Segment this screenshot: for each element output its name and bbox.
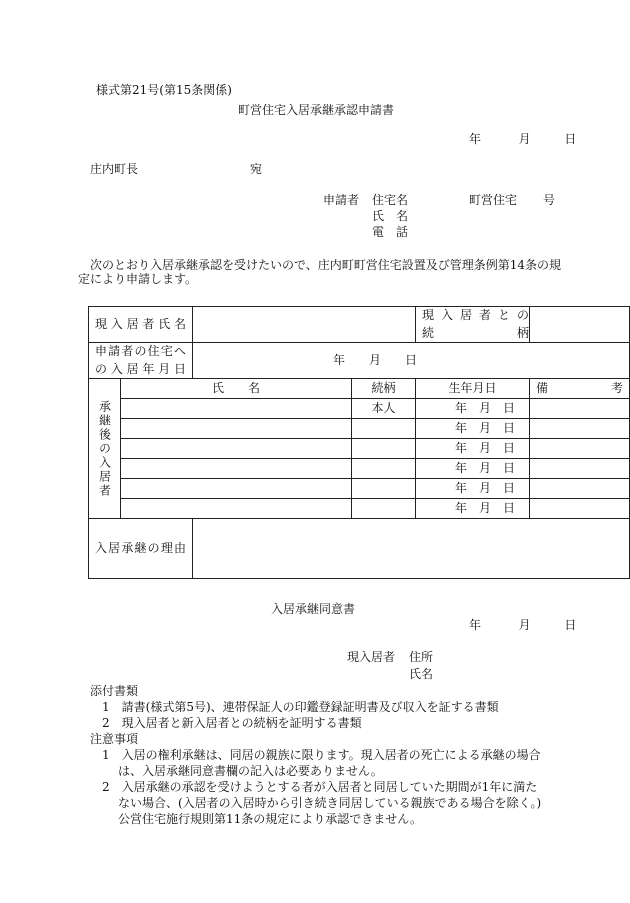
application-date: [469, 133, 576, 145]
birth-year-label: 年: [454, 440, 467, 455]
note-item-2-line-3: 公営住宅施行規則第11条の規定により承認できません。: [118, 812, 422, 826]
successor-relation-field[interactable]: 本人: [352, 399, 416, 419]
successors-label: 承継後の入居者: [89, 379, 121, 519]
birth-day-label: 日: [502, 440, 515, 455]
table-row: [89, 479, 630, 499]
addressee-honorific: 宛: [250, 162, 263, 176]
applicant-label: 申請者: [323, 193, 360, 207]
successor-notes-field[interactable]: [530, 439, 630, 459]
consent-date-day-label: 日: [564, 618, 577, 632]
birth-month-label: 月: [478, 460, 491, 475]
birth-month-label: 月: [478, 480, 491, 495]
applicant-name-label: 氏 名: [372, 209, 409, 223]
notes-heading: 注意事項: [90, 732, 139, 746]
birth-day-label: 日: [502, 420, 515, 435]
birth-month-label: 月: [478, 500, 491, 515]
relation-to-current-field[interactable]: [530, 307, 630, 343]
consent-resident-label: 現入居者: [347, 650, 396, 664]
consent-date-year-label: 年: [469, 618, 482, 632]
successor-birthdate-field[interactable]: [416, 439, 530, 459]
move-in-date-label-1: 申請者の住宅へ: [95, 344, 186, 359]
date-year-label: 年: [469, 132, 482, 146]
addressee-name: 庄内町長: [90, 162, 139, 176]
birth-month-label: 月: [478, 400, 491, 415]
col-relation-header: 続柄: [352, 379, 416, 399]
move-in-date-field[interactable]: [193, 343, 630, 379]
birth-day-label: 日: [502, 480, 515, 495]
successor-name-field[interactable]: [121, 459, 352, 479]
col-notes-header: 備 考: [530, 379, 630, 399]
applicant-housing-number-suffix: 号: [543, 193, 556, 207]
consent-date-month-label: 月: [518, 618, 531, 632]
successor-birthdate-field[interactable]: [416, 459, 530, 479]
birth-day-label: 日: [502, 460, 515, 475]
attachments-heading: 添付書類: [90, 684, 139, 698]
attachments-section: [90, 683, 541, 827]
applicant-housing-value: 町営住宅: [469, 193, 518, 207]
successor-name-field[interactable]: [121, 419, 352, 439]
successor-birthdate-field[interactable]: [416, 499, 530, 519]
col-birthdate-header: 生年月日: [416, 379, 530, 399]
consent-name-label: 氏名: [409, 667, 434, 681]
successor-birthdate-field[interactable]: [416, 419, 530, 439]
move-in-date-label: [89, 343, 193, 379]
consent-date: [469, 619, 576, 631]
birth-year-label: 年: [454, 420, 467, 435]
date-day-label: 日: [564, 132, 577, 146]
table-row: [89, 499, 630, 519]
table-row: [89, 399, 630, 419]
birth-day-label: 日: [502, 400, 515, 415]
birth-year-label: 年: [454, 400, 467, 415]
note-item-2-line-2: ない場合、(入居者の入居時から引き続き同居している親族である場合を除く。): [118, 796, 542, 810]
note-item-1-line-1: 1 入居の権利承継は、同居の親族に限ります。現入居者の死亡による承継の場合: [102, 748, 541, 762]
current-resident-name-label: 現入居者氏名: [89, 307, 193, 343]
consent-title: 入居承継同意書: [271, 602, 356, 616]
note-item-1-line-2: は、入居承継同意書欄の記入は必要ありません。: [118, 764, 383, 778]
successor-notes-field[interactable]: [530, 399, 630, 419]
applicant-phone-label: 電 話: [372, 225, 409, 239]
successor-birthdate-field[interactable]: [416, 479, 530, 499]
successor-name-field[interactable]: [121, 499, 352, 519]
intro-line-2: 定により申請します。: [78, 272, 198, 286]
successor-notes-field[interactable]: [530, 459, 630, 479]
successor-relation-field[interactable]: [352, 419, 416, 439]
successor-relation-field[interactable]: [352, 499, 416, 519]
col-name-header: 氏 名: [121, 379, 352, 399]
application-table: [88, 306, 630, 579]
form-title: 町営住宅入居承継承認申請書: [238, 103, 395, 117]
birth-year-label: 年: [454, 500, 467, 515]
intro-line-1: 次のとおり入居承継承認を受けたいので、庄内町町営住宅設置及び管理条例第14条の規: [90, 258, 562, 272]
successor-notes-field[interactable]: [530, 419, 630, 439]
birth-year-label: 年: [454, 460, 467, 475]
successor-relation-field[interactable]: [352, 479, 416, 499]
table-row: [89, 459, 630, 479]
successor-name-field[interactable]: [121, 439, 352, 459]
table-row: [89, 419, 630, 439]
successor-name-field[interactable]: [121, 399, 352, 419]
birth-month-label: 月: [478, 440, 491, 455]
relation-to-current-label-2: 続 柄: [422, 325, 529, 340]
successor-name-field[interactable]: [121, 479, 352, 499]
relation-to-current-label-1: 現入居者との: [422, 308, 529, 323]
successor-relation-field[interactable]: [352, 439, 416, 459]
reason-field[interactable]: [193, 519, 630, 579]
successor-notes-field[interactable]: [530, 499, 630, 519]
form-number: 様式第21号(第15条関係): [96, 83, 232, 97]
birth-day-label: 日: [502, 500, 515, 515]
applicant-housing-label: 住宅名: [372, 193, 409, 207]
move-in-date-value: 年 月 日: [333, 352, 418, 367]
successor-birthdate-field[interactable]: [416, 399, 530, 419]
date-month-label: 月: [518, 132, 531, 146]
attachment-item: 1 請書(様式第5号)、連帯保証人の印鑑登録証明書及び収入を証する書類: [102, 700, 499, 714]
birth-year-label: 年: [454, 480, 467, 495]
table-row: [89, 439, 630, 459]
successor-notes-field[interactable]: [530, 479, 630, 499]
consent-address-label: 住所: [409, 650, 434, 664]
current-resident-name-field[interactable]: [193, 307, 416, 343]
relation-to-current-label: [416, 307, 530, 343]
successor-relation-field[interactable]: [352, 459, 416, 479]
note-item-2-line-1: 2 入居承継の承認を受けようとする者が入居者と同居していた期間が1年に満た: [102, 780, 538, 794]
attachment-item: 2 現入居者と新入居者との続柄を証明する書類: [102, 716, 362, 730]
move-in-date-label-2: の入居年月日: [95, 361, 186, 376]
reason-label: 入居承継の理由: [89, 519, 193, 579]
birth-month-label: 月: [478, 420, 491, 435]
